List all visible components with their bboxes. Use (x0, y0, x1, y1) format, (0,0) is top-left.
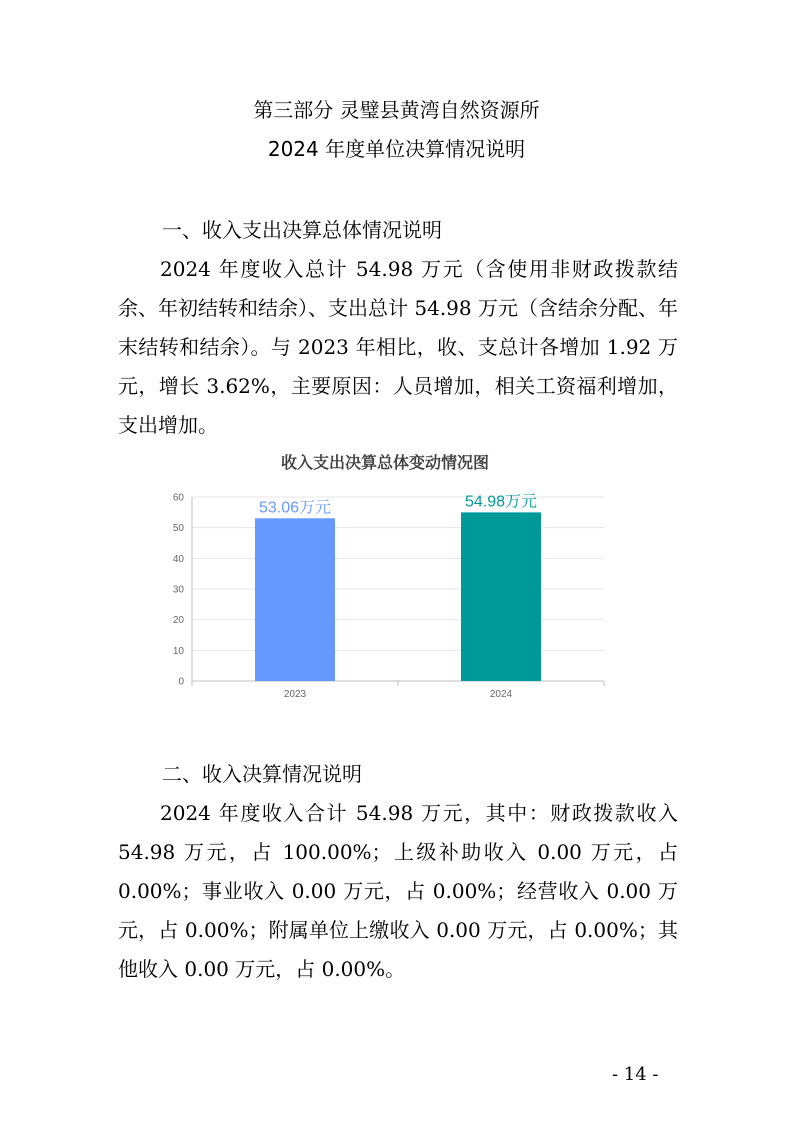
y-tick-label: 60 (172, 492, 184, 504)
x-tick-label-2023: 2023 (283, 689, 307, 700)
chart-title: 收入支出决算总体变动情况图 (280, 453, 489, 472)
data-label-2024: 54.98万元 (464, 493, 538, 511)
document-title-line1: 第三部分 灵璧县黄湾自然资源所 (253, 98, 540, 122)
data-label-2023: 53.06万元 (258, 499, 332, 517)
income-expense-chart (150, 444, 620, 714)
y-tick-label: 50 (172, 523, 184, 535)
document-title-line2: 2024 年度单位决算情况说明 (267, 137, 526, 161)
x-tick-label-2024: 2024 (489, 689, 513, 700)
bar-2024 (461, 512, 541, 681)
bar-2023 (255, 518, 335, 681)
section1-paragraph: 2024 年度收入总计 54.98 万元（含使用非财政拨款结余、年初结转和结余）、支出总计 54.98 万元（含结余分配、年末结转和结余）。与 2023 年相比，收、支总计各增加 1.92 万元，增长 3.62%，主要原因：人员增加，相关工资福利增加，支出增加。 (118, 257, 678, 437)
section2-heading: 二、收入决算情况说明 (162, 762, 362, 786)
section1-heading: 一、收入支出决算总体情况说明 (162, 218, 442, 242)
y-tick-label: 20 (172, 615, 184, 627)
y-tick-label: 0 (178, 676, 184, 688)
section2-paragraph: 2024 年度收入合计 54.98 万元，其中：财政拨款收入 54.98 万元，占 100.00%；上级补助收入 0.00 万元，占 0.00%；事业收入 0.00 万元，占 0.00%；经营收入 0.00 万元，占 0.00%；附属单位上缴收入 0.00 万元，占 0.00%；其他收入 0.00 万元，占 0.00%。 (118, 801, 678, 981)
chart-canvas (150, 444, 620, 714)
y-tick-label: 10 (172, 645, 184, 657)
y-tick-label: 30 (172, 584, 184, 596)
page-number: - 14 - (612, 1064, 659, 1085)
y-tick-label: 40 (172, 553, 184, 565)
